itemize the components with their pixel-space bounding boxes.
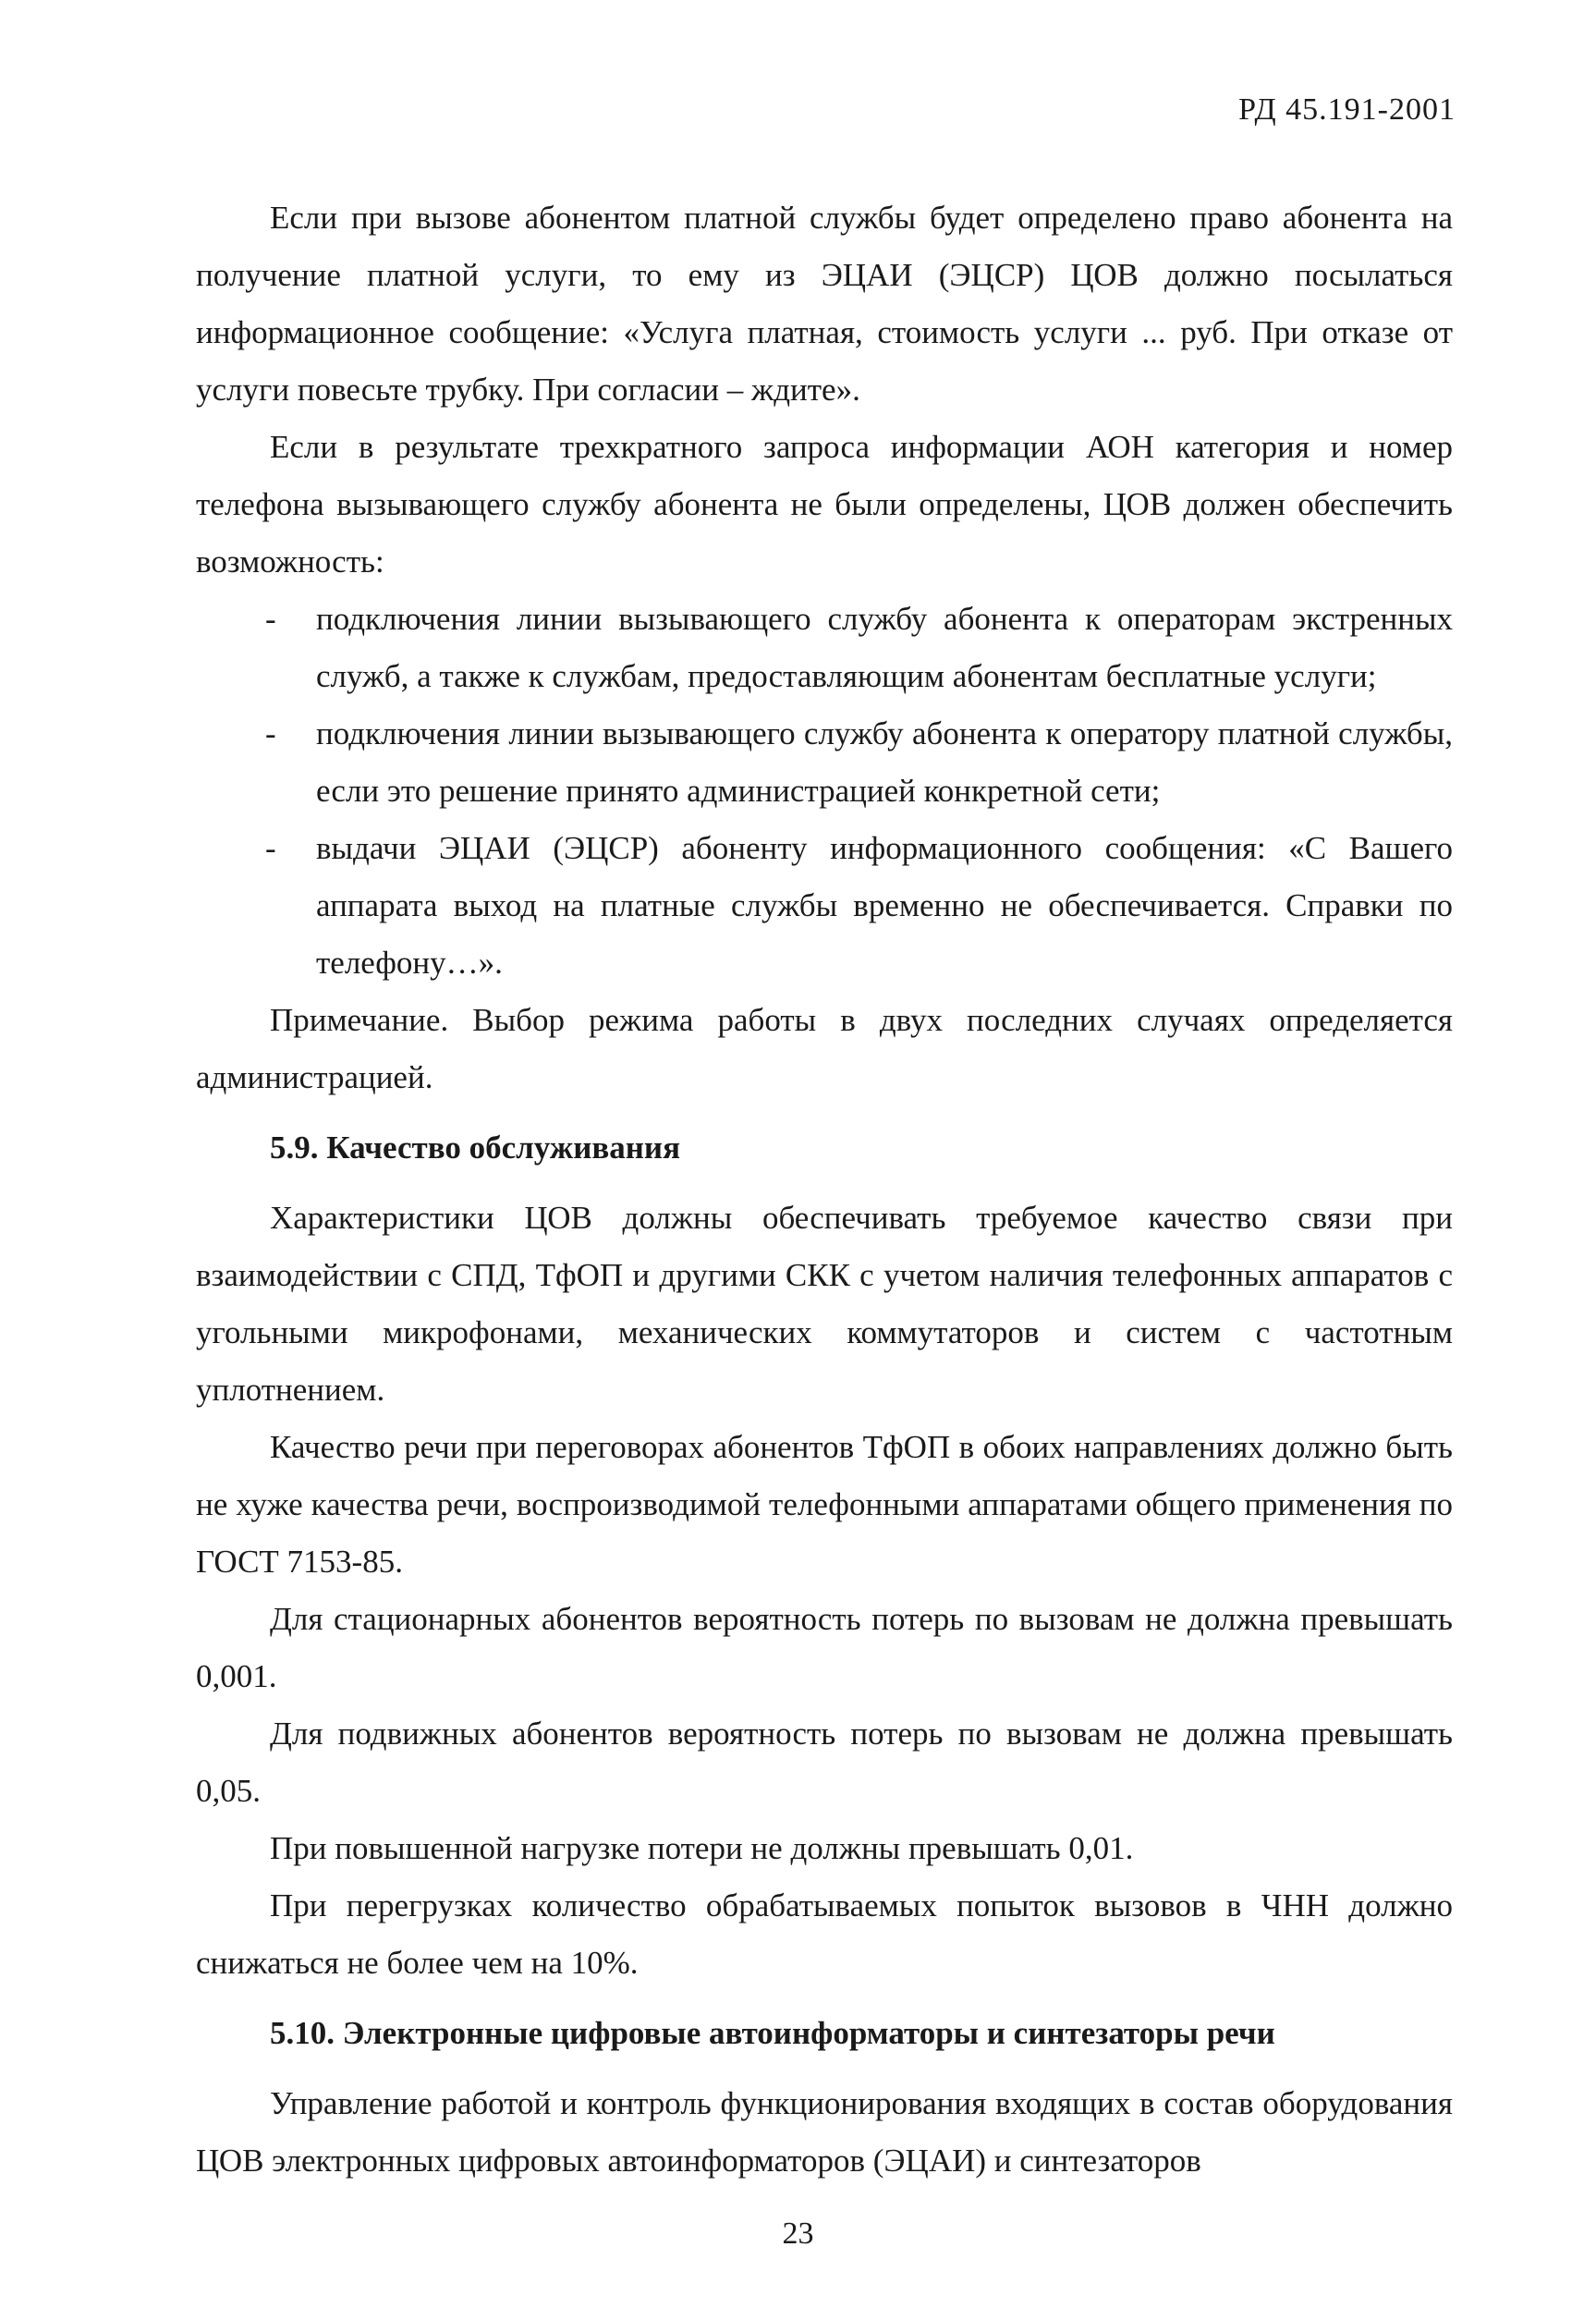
paragraph: Для стационарных абонентов вероятность потерь по вызовам не должна превышать 0,001. bbox=[196, 1601, 1453, 1694]
paragraph: Характеристики ЦОВ должны обеспечивать требуемое качество связи при взаимодействии с СПД, ТфОП и другими СКК с учетом наличия телефонных аппаратов с угольными микрофонами, механических коммутаторов и систем с частотным уплотнением. bbox=[196, 1200, 1453, 1408]
section-heading-5-9: 5.9. Качество обслуживания bbox=[270, 1130, 681, 1166]
list-item-text: подключения линии вызывающего службу абонента к оператору платной службы, если это решение принято администрацией конкретной сети; bbox=[316, 715, 1453, 809]
options-list bbox=[196, 591, 1453, 992]
paragraph: При повышенной нагрузке потери не должны превышать 0,01. bbox=[270, 1830, 1134, 1866]
paragraph: Качество речи при переговорах абонентов ТфОП в обоих направлениях должно быть не хуже качества речи, воспроизводимой телефонными аппаратами общего применения по ГОСТ 7153-85. bbox=[196, 1429, 1453, 1580]
paragraph: Если в результате трехкратного запроса информации АОН категория и номер телефона вызывающего службу абонента не были определены, ЦОВ должен обеспечить возможность: bbox=[196, 429, 1453, 580]
paragraph: Если при вызове абонентом платной службы будет определено право абонента на получение платной услуги, то ему из ЭЦАИ (ЭЦСР) ЦОВ должно посылаться информационное сообщение: «Услуга платная, стоимость услуги ... руб. При отказе от услуги повесьте трубку. При согласии – ждите». bbox=[196, 200, 1453, 408]
list-item bbox=[196, 705, 1453, 820]
list-item bbox=[196, 820, 1453, 992]
list-marker: - bbox=[265, 601, 276, 637]
list-marker: - bbox=[265, 830, 276, 866]
note-paragraph: Примечание. Выбор режима работы в двух последних случаях определяется администрацией. bbox=[196, 1002, 1453, 1095]
document-body bbox=[196, 189, 1453, 2190]
list-item-text: подключения линии вызывающего службу абонента к операторам экстренных служб, а также к службам, предоставляющим абонентам бесплатные услуги; bbox=[316, 601, 1453, 694]
list-marker: - bbox=[265, 715, 276, 751]
page-number: 23 bbox=[782, 2216, 814, 2251]
document-code: РД 45.191-2001 bbox=[1238, 92, 1456, 127]
paragraph: Управление работой и контроль функционирования входящих в состав оборудования ЦОВ электронных цифровых автоинформаторов (ЭЦАИ) и синтезаторов bbox=[196, 2085, 1453, 2179]
list-item-text: выдачи ЭЦАИ (ЭЦСР) абоненту информационного сообщения: «С Вашего аппарата выход на платные службы временно не обеспечивается. Справки по телефону…». bbox=[316, 830, 1453, 981]
paragraph: Для подвижных абонентов вероятность потерь по вызовам не должна превышать 0,05. bbox=[196, 1716, 1453, 1809]
list-item bbox=[196, 591, 1453, 705]
paragraph: При перегрузках количество обрабатываемых попыток вызовов в ЧНН должно снижаться не более чем на 10%. bbox=[196, 1887, 1453, 1981]
section-heading-5-10: 5.10. Электронные цифровые автоинформаторы и синтезаторы речи bbox=[270, 2015, 1275, 2051]
